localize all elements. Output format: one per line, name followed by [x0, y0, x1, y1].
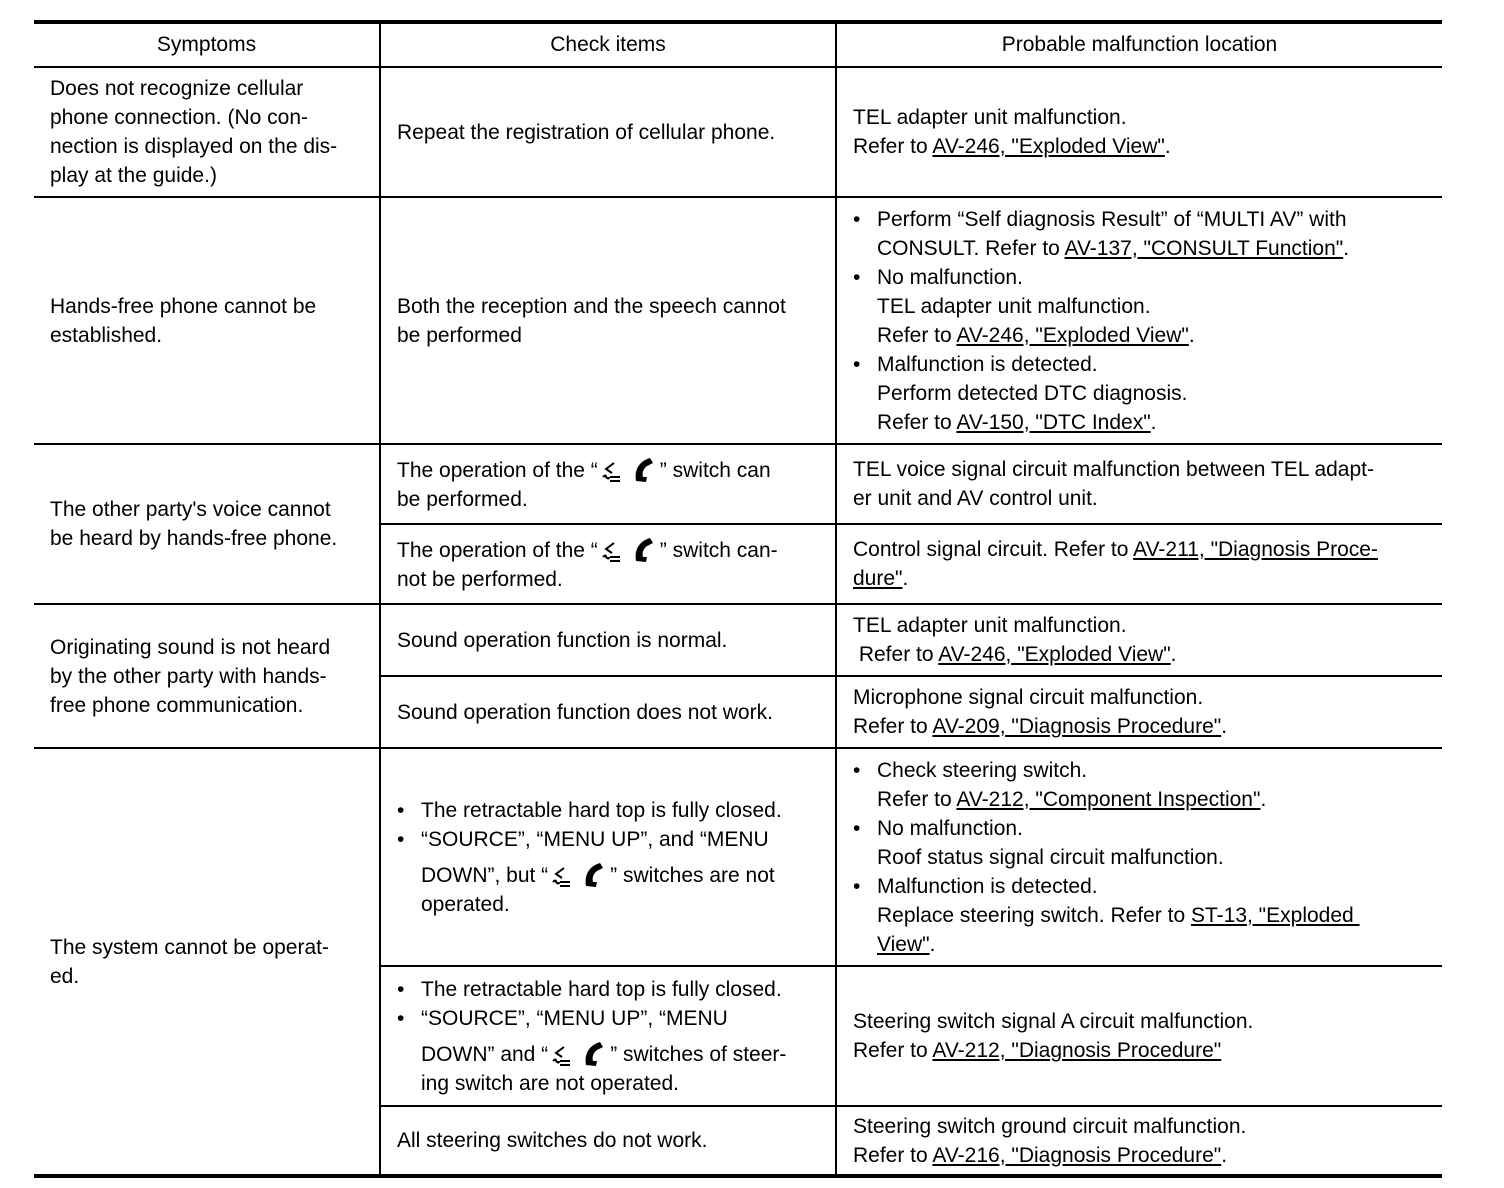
bullet-item	[853, 263, 1434, 350]
symptom-cell	[34, 604, 380, 748]
symptom-text: established.	[50, 323, 163, 347]
location-text: TEL adapter unit malfunction.	[853, 106, 1127, 129]
phone-switch-icon	[630, 535, 658, 563]
header-symptoms: Symptoms	[34, 22, 380, 67]
reference-link[interactable]: AV-246, "Exploded View"	[938, 643, 1171, 666]
punctuation: .	[1170, 643, 1177, 666]
header-check-items: Check items	[380, 22, 836, 67]
check-text: ing switch are not operated.	[421, 1071, 679, 1095]
location-text: Refer to	[877, 410, 957, 434]
bullet-item	[397, 975, 827, 1004]
check-text: operated.	[421, 892, 510, 916]
location-cell	[836, 748, 1442, 966]
reference-link[interactable]: AV-209, "Diagnosis Procedure"	[932, 715, 1222, 738]
check-text: • “SOURCE”, “MENU UP”, “MENU	[421, 1006, 728, 1030]
check-cell	[380, 676, 836, 748]
location-text: Control signal circuit. Refer to	[853, 538, 1134, 561]
check-cell	[380, 197, 836, 444]
location-text: Refer to	[877, 323, 957, 347]
check-text: ” switches are not	[610, 863, 775, 887]
symptom-text: phone connection. (No con-	[50, 106, 308, 129]
symptom-text: play at the guide.)	[50, 164, 217, 187]
reference-link[interactable]: AV-246, "Exploded View"	[956, 323, 1189, 347]
reference-link[interactable]: AV-212, "Component Inspection"	[956, 787, 1261, 811]
location-text: TEL adapter unit malfunction.	[877, 294, 1151, 318]
symptom-text: The system cannot be operat-	[50, 935, 329, 959]
location-text: Refer to	[853, 1143, 933, 1167]
punctuation: .	[1260, 787, 1267, 811]
symptom-cell	[34, 748, 380, 1176]
symptom-text: Does not recognize cellular	[50, 77, 304, 100]
location-text: • Malfunction is detected.	[877, 874, 1098, 898]
check-cell	[380, 966, 836, 1106]
location-cell	[836, 197, 1442, 444]
voice-switch-icon	[550, 1043, 574, 1067]
check-text: All steering switches do not work.	[397, 1129, 708, 1152]
table-row	[34, 748, 1442, 966]
voice-switch-icon	[600, 539, 624, 563]
reference-link[interactable]: AV-216, "Diagnosis Procedure"	[932, 1143, 1222, 1167]
phone-switch-icon	[630, 455, 658, 483]
check-cell	[380, 748, 836, 966]
voice-phone-switch	[550, 860, 608, 888]
header-location: Probable malfunction location	[836, 22, 1442, 67]
bullet-item	[853, 350, 1434, 437]
location-cell	[836, 67, 1442, 197]
check-text: not be performed.	[397, 567, 563, 591]
check-text: Repeat the registration of cellular phone.	[397, 120, 776, 144]
punctuation: .	[929, 932, 936, 956]
location-text: • Check steering switch.	[877, 758, 1088, 782]
check-text: Sound operation function does not work.	[397, 700, 773, 724]
bullet-item	[853, 205, 1434, 263]
table-row	[34, 604, 1442, 676]
symptom-cell	[34, 197, 380, 444]
location-text: Steering switch signal A circuit malfunction.	[853, 1010, 1254, 1033]
location-cell	[836, 676, 1442, 748]
location-text: Perform detected DTC diagnosis.	[877, 381, 1188, 405]
symptom-text: Originating sound is not heard	[50, 635, 331, 659]
location-text: Refer to	[877, 787, 957, 811]
bullet-item	[853, 756, 1434, 814]
location-text: Refer to	[853, 643, 939, 666]
location-text: Refer to	[853, 1039, 933, 1062]
reference-link[interactable]: AV-137, "CONSULT Function"	[1064, 236, 1344, 260]
check-text: The operation of the “	[397, 538, 598, 562]
table-row	[34, 197, 1442, 444]
check-text: The retractable hard top is fully closed.	[421, 798, 782, 822]
location-text: TEL voice signal circuit malfunction between TEL adapt-	[853, 458, 1374, 481]
bullet-item	[397, 825, 827, 919]
symptom-text: be heard by hands-free phone.	[50, 527, 338, 550]
bullet-item	[397, 1004, 827, 1098]
check-cell	[380, 524, 836, 604]
check-cell	[380, 67, 836, 197]
location-text: Roof status signal circuit malfunction.	[877, 845, 1224, 869]
voice-switch-icon	[600, 459, 624, 483]
location-text: • No malfunction.	[877, 816, 1023, 840]
location-cell	[836, 1106, 1442, 1176]
location-cell	[836, 604, 1442, 676]
symptom-text: ed.	[50, 964, 80, 988]
symptom-text: Hands-free phone cannot be	[50, 294, 317, 318]
location-cell	[836, 966, 1442, 1106]
location-text: • Malfunction is detected.	[877, 352, 1098, 376]
location-text: Refer to	[853, 135, 933, 158]
voice-phone-switch	[550, 1039, 608, 1067]
punctuation: .	[1150, 410, 1157, 434]
symptom-text: nection is displayed on the dis-	[50, 135, 338, 158]
diagnosis-table	[34, 20, 1442, 1178]
check-cell	[380, 444, 836, 524]
check-text: The retractable hard top is fully closed.	[421, 977, 782, 1001]
voice-phone-switch	[600, 535, 658, 563]
symptom-text: The other party's voice cannot	[50, 498, 331, 521]
punctuation: .	[902, 567, 909, 590]
check-text: ” switch can-	[659, 538, 778, 562]
reference-link[interactable]: AV-150, "DTC Index"	[956, 410, 1151, 434]
punctuation: .	[1188, 323, 1195, 347]
reference-link[interactable]: AV-246, "Exploded View"	[932, 135, 1165, 158]
check-text: The operation of the “	[397, 458, 598, 482]
voice-phone-switch	[600, 455, 658, 483]
check-text: Both the reception and the speech cannot	[397, 294, 786, 318]
location-text: Steering switch ground circuit malfunction.	[853, 1114, 1247, 1138]
bullet-item	[853, 814, 1434, 872]
location-cell	[836, 524, 1442, 604]
check-text: DOWN”, but “	[421, 863, 549, 887]
check-text: Sound operation function is normal.	[397, 628, 728, 652]
punctuation: .	[1221, 715, 1228, 738]
voice-switch-icon	[550, 864, 574, 888]
check-cell	[380, 1106, 836, 1176]
check-text: DOWN” and “	[421, 1042, 549, 1066]
check-text: ” switch can	[659, 458, 771, 482]
location-text: • Perform “Self diagnosis Result” of “MULTI AV” with	[877, 207, 1347, 231]
punctuation: .	[1343, 236, 1350, 260]
location-text: er unit and AV control unit.	[853, 487, 1098, 510]
reference-link[interactable]: AV-211, "Diagnosis Proce-	[1133, 538, 1378, 561]
punctuation: .	[1221, 1143, 1228, 1167]
bullet-item	[853, 872, 1434, 959]
symptom-text: free phone communication.	[50, 693, 304, 717]
check-text: be performed	[397, 323, 522, 347]
punctuation: .	[1164, 135, 1171, 158]
check-text: be performed.	[397, 487, 528, 511]
reference-link[interactable]: AV-212, "Diagnosis Procedure"	[932, 1039, 1222, 1062]
location-text: Refer to	[853, 715, 933, 738]
reference-link[interactable]: dure"	[853, 567, 903, 590]
symptom-cell	[34, 67, 380, 197]
check-text: ” switches of steer-	[610, 1042, 787, 1066]
header-row	[34, 22, 1442, 67]
table-row	[34, 67, 1442, 197]
location-text: • No malfunction.	[877, 265, 1023, 289]
location-text: Microphone signal circuit malfunction.	[853, 686, 1204, 709]
bullet-item	[397, 796, 827, 825]
reference-link[interactable]: ST-13, "Exploded	[1190, 903, 1360, 927]
check-cell	[380, 604, 836, 676]
check-text: • “SOURCE”, “MENU UP”, and “MENU	[421, 827, 769, 851]
location-text: CONSULT. Refer to	[877, 236, 1065, 260]
location-text: Replace steering switch. Refer to	[877, 903, 1191, 927]
phone-switch-icon	[580, 860, 608, 888]
reference-link[interactable]: View"	[877, 932, 930, 956]
symptom-cell	[34, 444, 380, 604]
phone-switch-icon	[580, 1039, 608, 1067]
symptom-text: by the other party with hands-	[50, 664, 327, 688]
location-cell	[836, 444, 1442, 524]
table-row	[34, 444, 1442, 524]
location-text: TEL adapter unit malfunction.	[853, 614, 1127, 637]
